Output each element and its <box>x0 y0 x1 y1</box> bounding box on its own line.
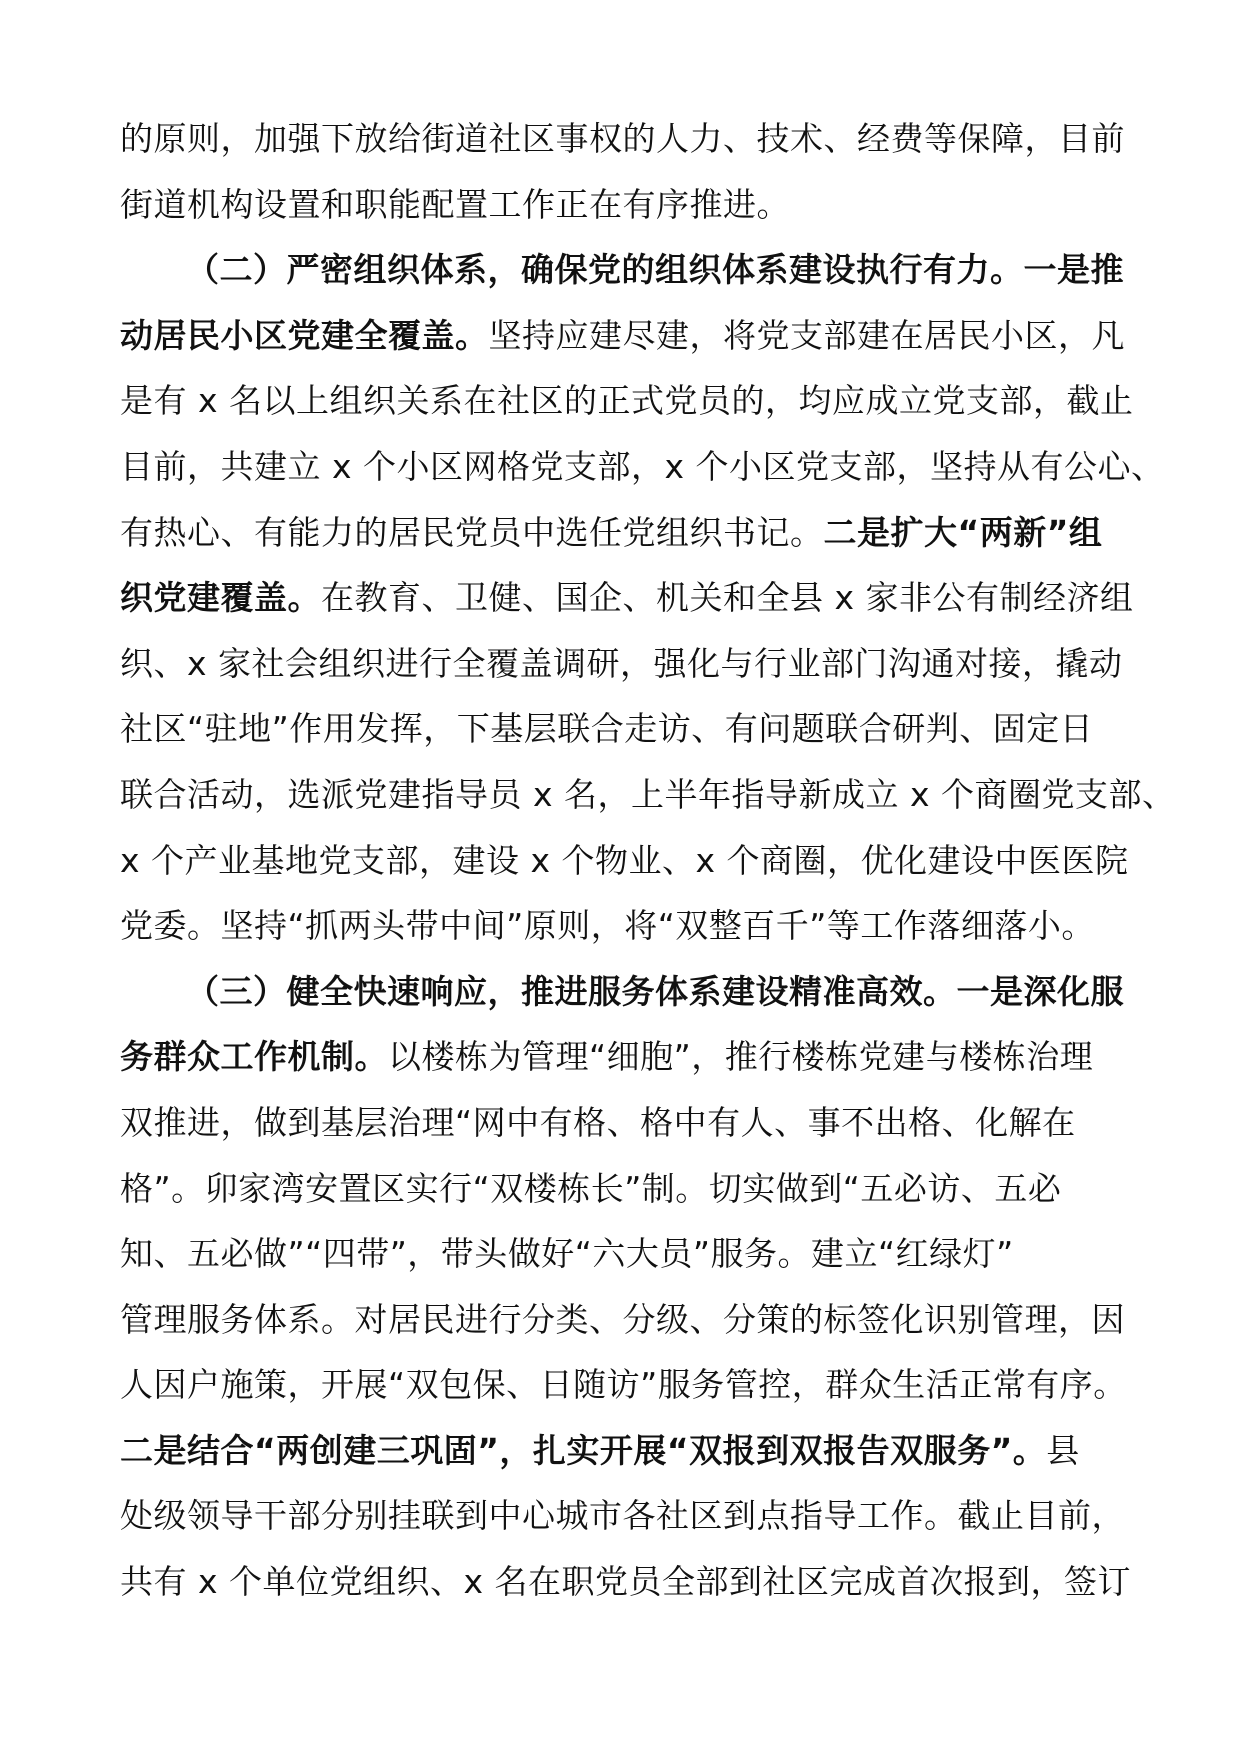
text-run: 处级领导干部分别挂联到中心城市各社区到点指导工作。截止目前， <box>120 1496 1125 1536</box>
text-run: 的原则，加强下放给街道社区事权的人力、技术、经费等保障，目前 <box>120 119 1125 158</box>
text-run: 以楼栋为管理“细胞”，推行楼栋党建与楼栋治理 <box>388 1037 1094 1077</box>
text-line <box>120 1352 1130 1418</box>
text-line <box>120 500 1130 566</box>
text-run: 党委。坚持“抓两头带中间”原则，将“双整百千”等工作落细落小。 <box>120 906 1095 946</box>
text-line <box>120 1483 1130 1549</box>
text-run: 坚持应建尽建，将党支部建在居民小区，凡 <box>488 315 1125 355</box>
text-run: 共有 x 个单位党组织、x 名在职党员全部到社区完成首次报到，签订 <box>120 1562 1132 1602</box>
text-line <box>120 1221 1130 1287</box>
text-run-bold: （三）健全快速响应，推进服务体系建设精准高效。一是深化服 <box>186 971 1124 1011</box>
text-run-bold: 织党建覆盖。 <box>120 578 321 618</box>
body-text <box>120 106 1176 1615</box>
text-line <box>120 434 1165 500</box>
text-run: 社区“驻地”作用发挥，下基层联合走访、有问题联合研判、固定日 <box>120 709 1094 749</box>
text-run: 格”。卯家湾安置区实行“双楼栋长”制。切实做到“五必访、五必 <box>120 1168 1062 1208</box>
text-run: 双推进，做到基层治理“网中有格、格中有人、事不出格、化解在 <box>120 1102 1076 1142</box>
text-run: 织、x 家社会组织进行全覆盖调研，强化与行业部门沟通对接，撬动 <box>120 643 1123 683</box>
text-line <box>120 565 1134 631</box>
text-line <box>120 893 1130 959</box>
text-run: 知、五必做”“四带”，带头做好“六大员”服务。建立“红绿灯” <box>120 1234 1014 1274</box>
text-run: 县 <box>1046 1430 1080 1470</box>
section-heading-3 <box>120 959 1130 1025</box>
text-run: 在教育、卫健、国企、机关和全县 x 家非公有制经济组 <box>321 578 1134 618</box>
text-line <box>120 1156 1130 1222</box>
text-run-bold: 二是结合“两创建三巩固”，扎实开展“双报到双报告双服务”。 <box>120 1430 1047 1470</box>
text-line <box>120 368 1134 434</box>
text-run-bold: 二是扩大“两新”组 <box>823 512 1103 552</box>
text-run: 联合活动，选派党建指导员 x 名，上半年指导新成立 x 个商圈党支部、 <box>120 774 1176 814</box>
text-run: 有热心、有能力的居民党员中选任党组织书记。 <box>120 512 824 552</box>
text-line <box>120 1418 1130 1484</box>
text-line <box>120 631 1130 697</box>
text-run: 管理服务体系。对居民进行分类、分级、分策的标签化识别管理，因 <box>120 1299 1125 1339</box>
text-line <box>120 1024 1130 1090</box>
text-run-bold: （二）严密组织体系，确保党的组织体系建设执行有力。一是推 <box>186 250 1124 290</box>
text-line <box>120 762 1176 828</box>
text-line <box>120 1287 1130 1353</box>
text-run: x 个产业基地党支部，建设 x 个物业、x 个商圈，优化建设中医医院 <box>120 840 1129 880</box>
text-run-bold: 务群众工作机制。 <box>120 1037 388 1077</box>
text-line <box>120 1549 1130 1615</box>
text-line <box>120 696 1130 762</box>
text-line <box>120 106 1130 172</box>
text-run: 人因户施策，开展“双包保、日随访”服务管控，群众生活正常有序。 <box>120 1365 1127 1405</box>
text-run-bold: 动居民小区党建全覆盖。 <box>120 315 489 355</box>
text-run: 目前，共建立 x 个小区网格党支部，x 个小区党支部，坚持从有公心、 <box>120 446 1165 486</box>
text-run: 街道机构设置和职能配置工作正在有序推进。 <box>120 184 790 224</box>
section-heading-2 <box>120 237 1130 303</box>
text-line <box>120 828 1130 894</box>
text-line <box>120 1090 1130 1156</box>
text-line <box>120 172 1130 238</box>
text-line <box>120 303 1130 369</box>
text-run: 是有 x 名以上组织关系在社区的正式党员的，均应成立党支部，截止 <box>120 381 1134 421</box>
